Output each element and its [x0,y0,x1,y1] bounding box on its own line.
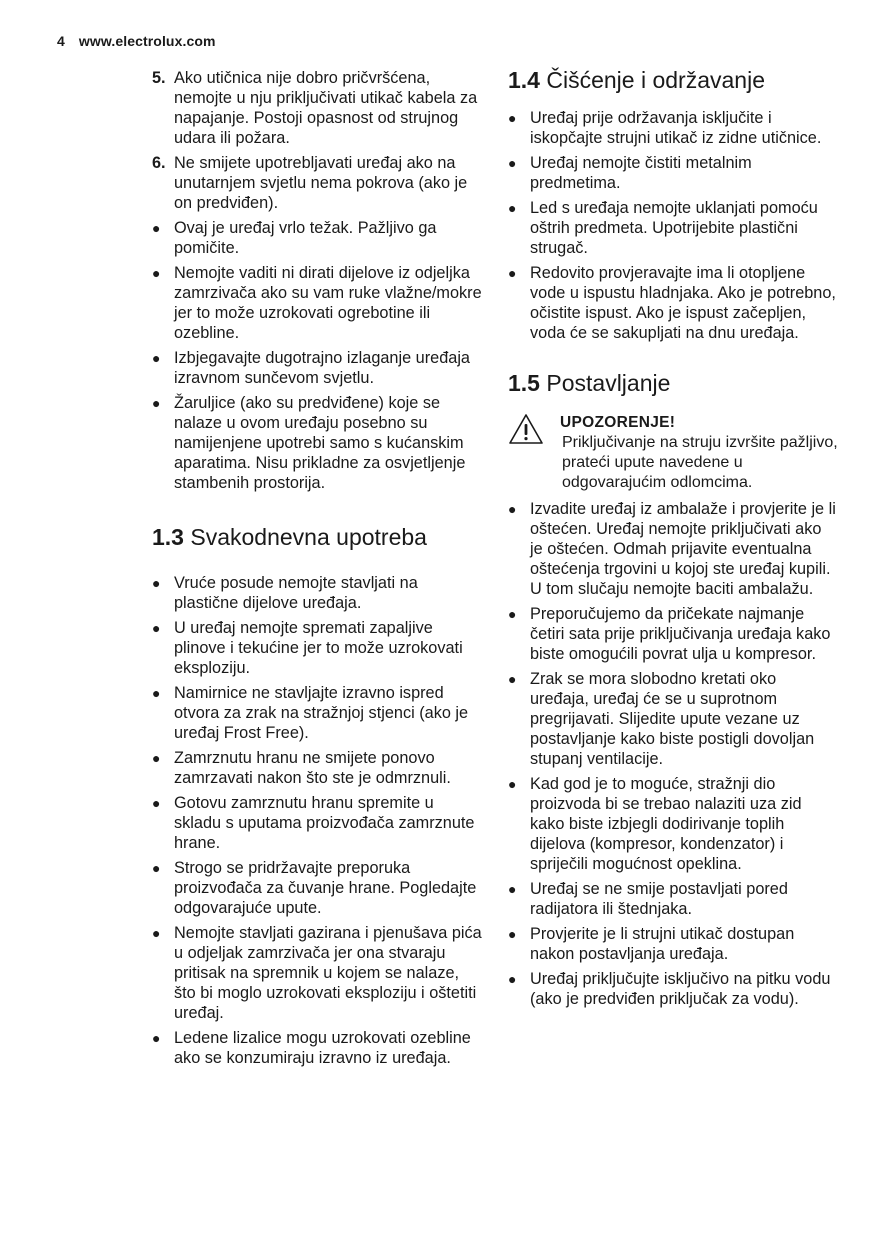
list-item [152,153,482,213]
list-item [152,1028,482,1068]
left-column [152,68,482,1073]
list-item [152,68,482,148]
item-text: Ako utičnica nije dobro pričvršćena, nemojte u nju priključivati utikač kabela za napajanje. Postoji opasnost od strujnog udara ili požara. [174,69,478,147]
list-item [508,969,838,1009]
bullet-icon: ● [508,110,517,126]
bullet-list [508,499,838,1009]
item-text: Redovito provjeravajte ima li otopljene vode u ispustu hladnjaka. Ako je potrebno, očistite ispust. Ako je ispust začepljen, voda će se sakupljati na dnu uređaja. [530,264,836,342]
warning-title: UPOZORENJE! [560,414,676,431]
item-number: 6. [152,154,166,172]
list-item [152,348,482,388]
list-item [152,923,482,1023]
bullet-icon: ● [508,776,517,792]
bullet-icon: ● [508,606,517,622]
item-text: Ne smijete upotrebljavati uređaj ako na unutarnjem svjetlu nema pokrova (ako je on predviđen). [174,154,468,212]
list-item [508,924,838,964]
item-text: Uređaj nemojte čistiti metalnim predmetima. [530,154,752,192]
bullet-icon: ● [508,926,517,942]
list-item [508,879,838,919]
bullet-list [152,573,482,1068]
item-text: Gotovu zamrznutu hranu spremite u skladu s uputama proizvođača zamrznute hrane. [174,794,475,852]
bullet-icon: ● [152,685,161,701]
list-item [508,108,838,148]
item-text: Nemojte stavljati gazirana i pjenušava pića u odjeljak zamrzivača jer ona stvaraju pritisak na spremnik u kojem se nalaze, što bi moglo uzrokovati eksploziju i oštetiti uređaj. [174,924,482,1022]
list-item [508,263,838,343]
section-number: 1.4 [508,67,540,93]
item-text: Strogo se pridržavajte preporuka proizvođača za čuvanje hrane. Pogledajte odgovarajuće upute. [174,859,477,917]
warning-box [508,413,838,493]
bullet-icon: ● [508,971,517,987]
item-text: Ovaj je uređaj vrlo težak. Pažljivo ga pomičite. [174,219,437,257]
bullet-icon: ● [152,620,161,636]
section-title: Svakodnevna upotreba [190,524,427,550]
bullet-icon: ● [508,501,517,517]
item-number: 5. [152,69,166,87]
bullet-icon: ● [152,750,161,766]
bullet-icon: ● [152,220,161,236]
item-text: Ledene lizalice mogu uzrokovati ozebline ako se konzumiraju izravno iz uređaja. [174,1029,471,1067]
item-text: Preporučujemo da pričekate najmanje četiri sata prije priključivanja uređaja kako biste omogućili povrat ulja u kompresor. [530,605,831,663]
list-item [152,683,482,743]
item-text: Provjerite je li strujni utikač dostupan nakon postavljanja uređaja. [530,925,795,963]
page-number: 4 [57,33,65,49]
warning-text: Priključivanje na struju izvršite pažljivo, prateći upute navedene u odgovarajućim odlomcima. [562,434,838,491]
bullet-icon: ● [152,265,161,281]
item-text: Izvadite uređaj iz ambalaže i provjerite je li oštećen. Uređaj nemojte priključivati ako je oštećen. Odmah prijavite eventualna oštećenja trgovini u kojoj ste uređaj kupili. U tom slučaju nemojte baciti ambalažu. [530,500,836,598]
list-item [152,618,482,678]
right-column [508,68,838,1014]
bullet-icon: ● [152,860,161,876]
bullet-icon: ● [152,575,161,591]
list-item [508,774,838,874]
item-text: Led s uređaja nemojte uklanjati pomoću oštrih predmeta. Upotrijebite plastični strugač. [530,199,818,257]
bullet-icon: ● [508,881,517,897]
item-text: Zrak se mora slobodno kretati oko uređaja, uređaj će se u suprotnom pregrijavati. Slijedite upute vezane uz postavljanje kako biste postigli dovoljan stupanj ventilacije. [530,670,815,768]
item-text: Vruće posude nemojte stavljati na plastične dijelove uređaja. [174,574,418,612]
list-item [508,669,838,769]
item-text: Namirnice ne stavljajte izravno ispred otvora za zrak na stražnjoj stjenci (ako je uređaj Frost Free). [174,684,469,742]
item-text: Žaruljice (ako su predviđene) koje se nalaze u ovom uređaju posebno su namijenjene upotrebi samo s kućanskim aparatima. Nisu prikladne za osvjetljenje stambenih prostorija. [174,394,466,492]
list-item [152,218,482,258]
bullet-icon: ● [152,925,161,941]
bullet-icon: ● [152,795,161,811]
bullet-icon: ● [152,350,161,366]
list-item [152,858,482,918]
item-text: Uređaj prije održavanja isključite i iskopčajte strujni utikač iz zidne utičnice. [530,109,822,147]
list-item [152,748,482,788]
list-item [508,499,838,599]
item-text: Kad god je to moguće, stražnji dio proizvoda bi se trebao nalaziti uza zid kako biste izbjegli dodirivanje toplih dijelova (kompresor, kondenzator) i spriječili mogućnost opeklina. [530,775,802,873]
item-text: Zamrznutu hranu ne smijete ponovo zamrzavati nakon što ste je odmrznuli. [174,749,451,787]
list-item [152,393,482,493]
list-item [508,153,838,193]
list-item [152,573,482,613]
bullet-icon: ● [508,200,517,216]
bullet-icon: ● [508,265,517,281]
bullet-list [152,218,482,493]
bullet-icon: ● [152,1030,161,1046]
list-item [508,198,838,258]
page-header [57,33,216,49]
numbered-list [152,68,482,213]
section-number: 1.3 [152,524,184,550]
list-item [508,604,838,664]
section-number: 1.5 [508,370,540,396]
section-heading-1-3 [152,523,482,551]
site-url: www.electrolux.com [78,33,216,49]
item-text: Izbjegavajte dugotrajno izlaganje uređaja izravnom sunčevom svjetlu. [174,349,470,387]
list-item [152,263,482,343]
section-title: Čišćenje i održavanje [546,67,765,93]
item-text: Nemojte vaditi ni dirati dijelove iz odjeljka zamrzivača ako su vam ruke vlažne/mokre jer to može uzrokovati ogrebotine ili ozebline. [174,264,482,342]
section-title: Postavljanje [546,370,671,396]
section-heading-1-5 [508,369,838,397]
bullet-icon: ● [152,395,161,411]
warning-triangle-icon [508,413,544,445]
item-text: Uređaj priključujte isključivo na pitku vodu (ako je predviđen priključak za vodu). [530,970,831,1008]
bullet-list [508,108,838,343]
item-text: Uređaj se ne smije postavljati pored radijatora ili štednjaka. [530,880,788,918]
bullet-icon: ● [508,155,517,171]
list-item [152,793,482,853]
section-heading-1-4 [508,66,838,94]
item-text: U uređaj nemojte spremati zapaljive plinove i tekućine jer to može uzrokovati eksploziju. [174,619,463,677]
bullet-icon: ● [508,671,517,687]
